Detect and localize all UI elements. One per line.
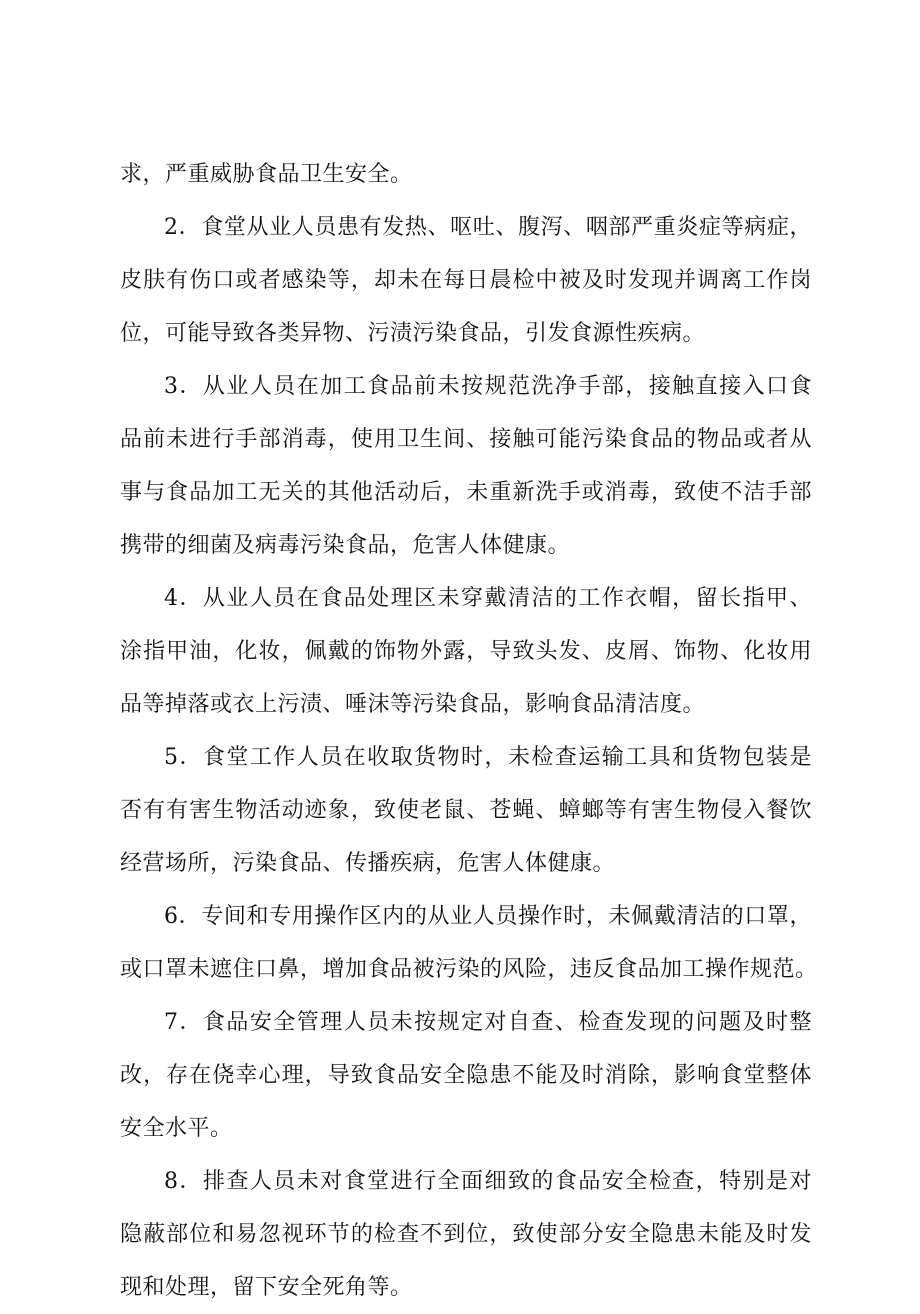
text-line: 6．专间和专用操作区内的从业人员操作时，未佩戴清洁的口罩， — [164, 904, 812, 929]
text-line: 3．从业人员在加工食品前未按规范洗净手部，接触直接入口食 — [164, 374, 812, 399]
document-body — [120, 148, 818, 1314]
text-line: 涂指甲油，化妆，佩戴的饰物外露，导致头发、皮屑、饰物、化妆用 — [120, 639, 812, 664]
text-line: 品前未进行手部消毒，使用卫生间、接触可能污染食品的物品或者从 — [120, 427, 812, 452]
text-line: 7．食品安全管理人员未按规定对自查、检查发现的问题及时整 — [164, 1010, 812, 1035]
text-line: 或口罩未遮住口鼻，增加食品被污染的风险，违反食品加工操作规范。 — [120, 957, 818, 982]
text-line: 隐蔽部位和易忽视环节的检查不到位，致使部分安全隐患未能及时发 — [120, 1222, 812, 1247]
text-line: 皮肤有伤口或者感染等，却未在每日晨检中被及时发现并调离工作岗 — [120, 268, 812, 293]
text-line: 否有有害生物活动迹象，致使老鼠、苍蝇、蟑螂等有害生物侵入餐饮 — [120, 798, 812, 823]
text-line: 4．从业人员在食品处理区未穿戴清洁的工作衣帽，留长指甲、 — [164, 586, 812, 611]
text-line: 安全水平。 — [120, 1116, 233, 1141]
text-line: 事与食品加工无关的其他活动后，未重新洗手或消毒，致使不洁手部 — [120, 480, 812, 505]
text-line: 改，存在侥幸心理，导致食品安全隐患不能及时消除，影响食堂整体 — [120, 1063, 812, 1088]
text-line: 携带的细菌及病毒污染食品，危害人体健康。 — [120, 533, 571, 558]
text-line: 5．食堂工作人员在收取货物时，未检查运输工具和货物包装是 — [164, 745, 812, 770]
text-line: 8．排查人员未对食堂进行全面细致的食品安全检查，特别是对 — [164, 1169, 812, 1194]
text-line: 求，严重威胁食品卫生安全。 — [120, 162, 413, 187]
text-line: 品等掉落或衣上污渍、唾沫等污染食品，影响食品清洁度。 — [120, 692, 706, 717]
text-line: 经营场所，污染食品、传播疾病，危害人体健康。 — [120, 851, 616, 876]
text-line: 现和处理，留下安全死角等。 — [120, 1275, 413, 1300]
text-line: 位，可能导致各类异物、污渍污染食品，引发食源性疾病。 — [120, 321, 706, 346]
text-line: 2．食堂从业人员患有发热、呕吐、腹泻、咽部严重炎症等病症， — [164, 215, 812, 240]
